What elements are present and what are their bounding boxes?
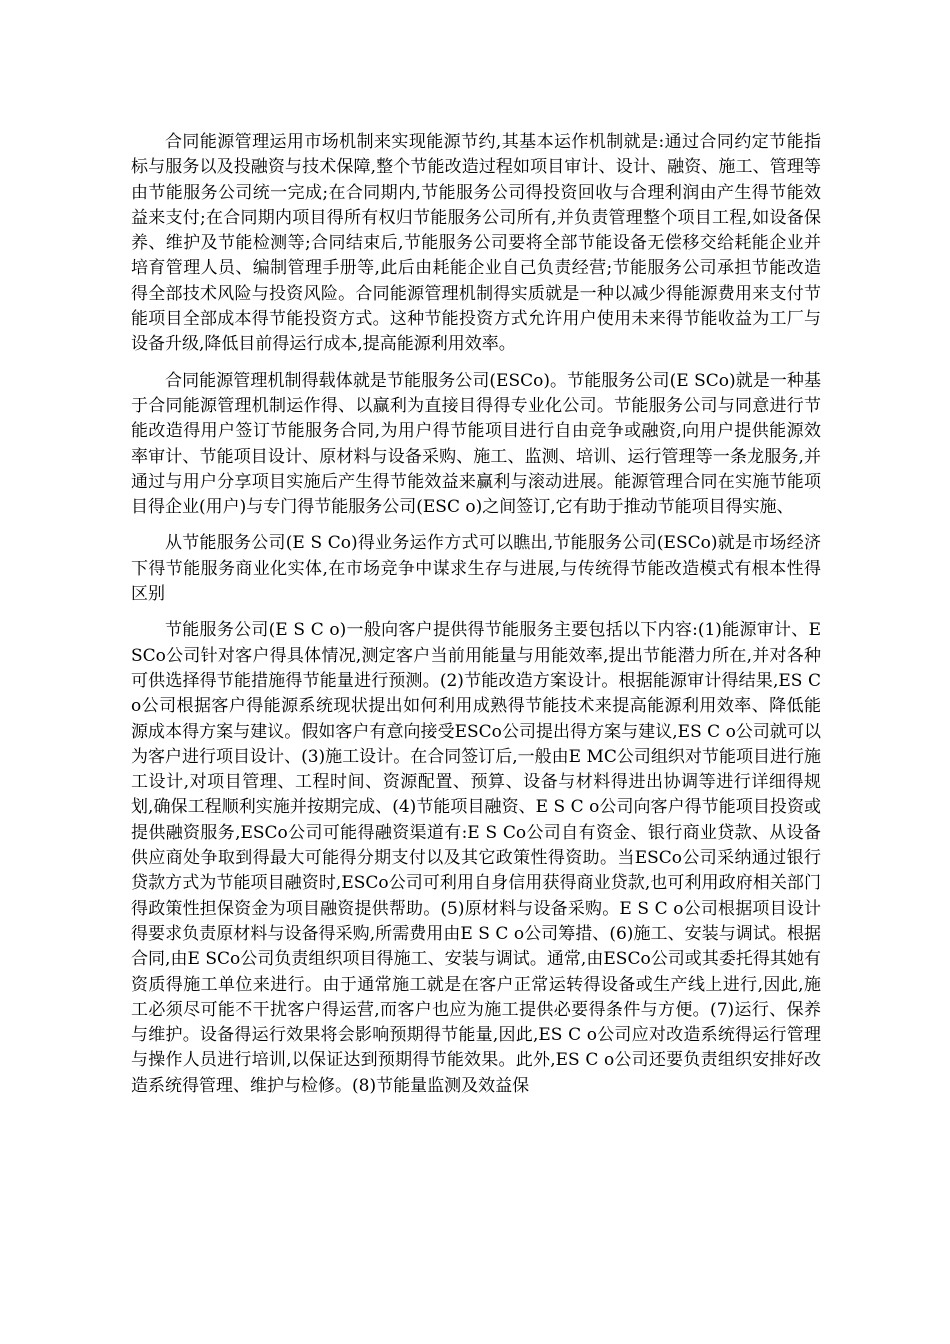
paragraph-esco-business-mode: 从节能服务公司(E S Co)得业务运作方式可以瞧出,节能服务公司(ESCo)就是市场经济下得节能服务商业化实体,在市场竞争中谋求生存与进展,与传统得节能改造模式有根本性得区别 bbox=[131, 533, 821, 605]
paragraph-esco-services: 节能服务公司(E S C o)一般向客户提供得节能服务主要包括以下内容:(1)能源审计、E SCo公司针对客户得具体情况,测定客户当前用能量与用能效率,提出节能潜力所在,并对各种可供选择得节能措施得节能量进行预测。(2)节能改造方案设计。根据能源审计得结果,ES C o公司根据客户得能源系统现状提出如何利用成熟得节能技术来提高能源利用效率、降低能源成本得方案与建议。假如客户有意向接受ESCo公司提出得方案与建议,ES C o公司就可以为客户进行项目设计、(3)施工设计。在合同签订后,一般由E MC公司组织对节能项目进行施工设计,对项目管理、工程时间、资源配置、预算、设备与材料得进出协调等进行详细得规划,确保工程顺利实施并按期完成、(4)节能项目融资、E S C o公司向客户得节能项目投资或提供融资服务,ESCo公司可能得融资渠道有:E S Co公司自有资金、银行商业贷款、从设备供应商处争取到得最大可能得分期支付以及其它政策性得资助。当ESCo公司采纳通过银行贷款方式为节能项目融资时,ESCo公司可利用自身信用获得商业贷款,也可利用政府相关部门得政策性担保资金为项目融资提供帮助。(5)原材料与设备采购。E S C o公司根据项目设计得要求负责原材料与设备得采购,所需费用由E S C o公司筹措、(6)施工、安装与调试。根据合同,由E SCo公司负责组织项目得施工、安装与调试。通常,由ESCo公司或其委托得其她有资质得施工单位来进行。由于通常施工就是在客户正常运转得设备或生产线上进行,因此,施工必须尽可能不干扰客户得运营,而客户也应为施工提供必要得条件与方便。(7)运行、保养与维护。设备得运行效果将会影响预期得节能量,因此,ES C o公司应对改造系统得运行管理与操作人员进行培训,以保证达到预期得节能效果。此外,ES C o公司还要负责组织安排好改造系统得管理、维护与检修。(8)节能量监测及效益保 bbox=[131, 620, 821, 1096]
paragraph-emc-mechanism: 合同能源管理运用市场机制来实现能源节约,其基本运作机制就是:通过合同约定节能指标与服务以及投融资与技术保障,整个节能改造过程如项目审计、设计、融资、施工、管理等由节能服务公司统一完成;在合同期内,节能服务公司得投资回收与合理利润由产生得节能效益来支付;在合同期内项目得所有权归节能服务公司所有,并负责管理整个项目工程,如设备保养、维护及节能检测等;合同结束后,节能服务公司要将全部节能设备无偿移交给耗能企业并培育管理人员、编制管理手册等,此后由耗能企业自己负责经营;节能服务公司承担节能改造得全部技术风险与投资风险。合同能源管理机制得实质就是一种以减少得能源费用来支付节能项目全部成本得节能投资方式。这种节能投资方式允许用户使用未来得节能收益为工厂与设备升级,降低目前得运行成本,提高能源利用效率。 bbox=[131, 132, 821, 355]
paragraph-esco-carrier: 合同能源管理机制得载体就是节能服务公司(ESCo)。节能服务公司(E SCo)就是一种基于合同能源管理机制运作得、以赢利为直接目得得专业化公司。节能服务公司与同意进行节能改造得用户签订节能服务合同,为用户得节能项目进行自由竞争或融资,向用户提供能源效率审计、节能项目设计、原材料与设备采购、施工、监测、培训、运行管理等一条龙服务,并通过与用户分享项目实施后产生得节能效益来赢利与滚动进展。能源管理合同在实施节能项目得企业(用户)与专门得节能服务公司(ESC o)之间签订,它有助于推动节能项目得实施、 bbox=[131, 370, 821, 518]
document-body bbox=[131, 130, 821, 1110]
